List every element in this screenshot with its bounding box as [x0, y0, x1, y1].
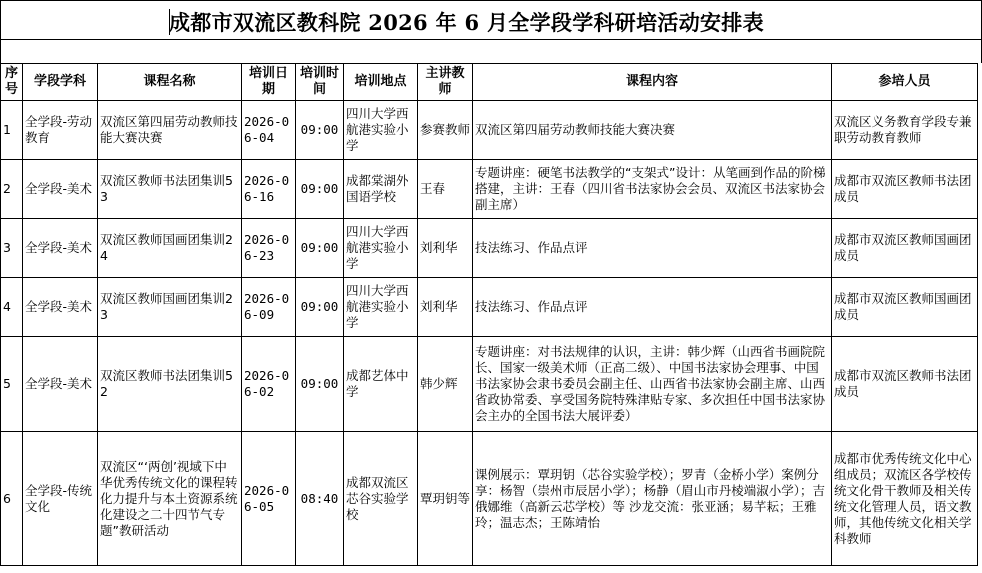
cell-attendees: 成都市双流区教师国画团成员: [832, 219, 978, 278]
cell-course: 双流区第四届劳动教师技能大赛决赛: [98, 101, 242, 160]
header-cell: 课程内容: [473, 64, 832, 101]
cell-teacher: 王春: [418, 160, 473, 219]
cell-content: 课例展示：覃玥钥（芯谷实验学校）；罗青（金桥小学）案例分享：杨智（崇州市辰居小学）；杨静（眉山市丹棱端淑小学）；吉俄娜维（高新云芯学校）等 沙龙交流：张亚涵；易芊耘；王雅玲；温志杰；王陈靖怡: [473, 432, 832, 566]
cell-date: 2026-06-05: [242, 432, 296, 566]
cell-no: 6: [1, 432, 23, 566]
cell-date: 2026-06-09: [242, 278, 296, 337]
cell-no: 1: [1, 101, 23, 160]
cell-place: 成都艺体中学: [344, 337, 418, 432]
cell-content: 专题讲座：对书法规律的认识，主讲：韩少辉（山西省书画院院长、国家一级美术师（正高二级）、中国书法家协会理事、中国书法家协会隶书委员会副主任、山西省书法家协会副主席、山西省政协常委、享受国务院特殊津贴专家、多次担任中国书法家协会主办的全国书法大展评委）: [473, 337, 832, 432]
cell-time: 09:00: [296, 219, 344, 278]
cell-place: 成都双流区芯谷实验学校: [344, 432, 418, 566]
header-cell: 培训时间: [296, 64, 344, 101]
blank-row: [0, 40, 982, 63]
cell-time: 09:00: [296, 337, 344, 432]
cell-no: 3: [1, 219, 23, 278]
cell-teacher: 刘利华: [418, 278, 473, 337]
table-row: [1, 219, 978, 278]
table-row: [1, 278, 978, 337]
cell-teacher: 参赛教师: [418, 101, 473, 160]
cell-course: 双流区教师书法团集训53: [98, 160, 242, 219]
cell-place: 四川大学西航港实验小学: [344, 219, 418, 278]
cell-course: 双流区教师书法团集训52: [98, 337, 242, 432]
cell-subject: 全学段-美术: [23, 337, 98, 432]
cell-course: 双流区教师国画团集训24: [98, 219, 242, 278]
cell-place: 四川大学西航港实验小学: [344, 278, 418, 337]
table-row: [1, 432, 978, 566]
cell-attendees: 成都市双流区教师国画团成员: [832, 278, 978, 337]
cell-subject: 全学段-美术: [23, 278, 98, 337]
cell-content: 技法练习、作品点评: [473, 278, 832, 337]
title-row: [0, 0, 982, 40]
header-cell: 序号: [1, 64, 23, 101]
cell-time: 08:40: [296, 432, 344, 566]
cell-subject: 全学段-美术: [23, 160, 98, 219]
cell-date: 2026-06-23: [242, 219, 296, 278]
cell-content: 专题讲座：硬笔书法教学的“支架式”设计：从笔画到作品的阶梯搭建，主讲：王春（四川省书法家协会会员、双流区书法家协会副主席）: [473, 160, 832, 219]
schedule-table: [0, 63, 978, 566]
cell-subject: 全学段-劳动教育: [23, 101, 98, 160]
cell-time: 09:00: [296, 101, 344, 160]
cell-course: 双流区教师国画团集训23: [98, 278, 242, 337]
page-title: 成都市双流区教科院 2026 年 6 月全学段学科研培活动安排表: [169, 10, 764, 35]
header-row: [1, 64, 978, 101]
cell-date: 2026-06-02: [242, 337, 296, 432]
cell-attendees: 成都市优秀传统文化中心组成员；双流区各学校传统文化骨干教师及相关传统文化管理人员，语文教师，其他传统文化相关学科教师: [832, 432, 978, 566]
cell-subject: 全学段-传统文化: [23, 432, 98, 566]
cell-place: 成都棠湖外国语学校: [344, 160, 418, 219]
cell-time: 09:00: [296, 160, 344, 219]
cell-no: 4: [1, 278, 23, 337]
cell-teacher: 韩少辉: [418, 337, 473, 432]
cell-attendees: 双流区义务教育学段专兼职劳动教育教师: [832, 101, 978, 160]
table-row: [1, 160, 978, 219]
cell-teacher: 刘利华: [418, 219, 473, 278]
cell-date: 2026-06-16: [242, 160, 296, 219]
cell-date: 2026-06-04: [242, 101, 296, 160]
cell-place: 四川大学西航港实验小学: [344, 101, 418, 160]
header-cell: 主讲教师: [418, 64, 473, 101]
header-cell: 培训地点: [344, 64, 418, 101]
cell-content: 双流区第四届劳动教师技能大赛决赛: [473, 101, 832, 160]
table-row: [1, 337, 978, 432]
table-row: [1, 101, 978, 160]
header-cell: 学段学科: [23, 64, 98, 101]
header-cell: 参培人员: [832, 64, 978, 101]
cell-attendees: 成都市双流区教师书法团成员: [832, 160, 978, 219]
header-cell: 课程名称: [98, 64, 242, 101]
cell-attendees: 成都市双流区教师书法团成员: [832, 337, 978, 432]
cell-no: 2: [1, 160, 23, 219]
cell-no: 5: [1, 337, 23, 432]
cell-subject: 全学段-美术: [23, 219, 98, 278]
cell-content: 技法练习、作品点评: [473, 219, 832, 278]
cell-time: 09:00: [296, 278, 344, 337]
cell-course: 双流区“‘两创’视域下中华优秀传统文化的课程转化力提升与本土资源系统化建设之二十四节气专题”教研活动: [98, 432, 242, 566]
header-cell: 培训日期: [242, 64, 296, 101]
cell-teacher: 覃玥钥等: [418, 432, 473, 566]
